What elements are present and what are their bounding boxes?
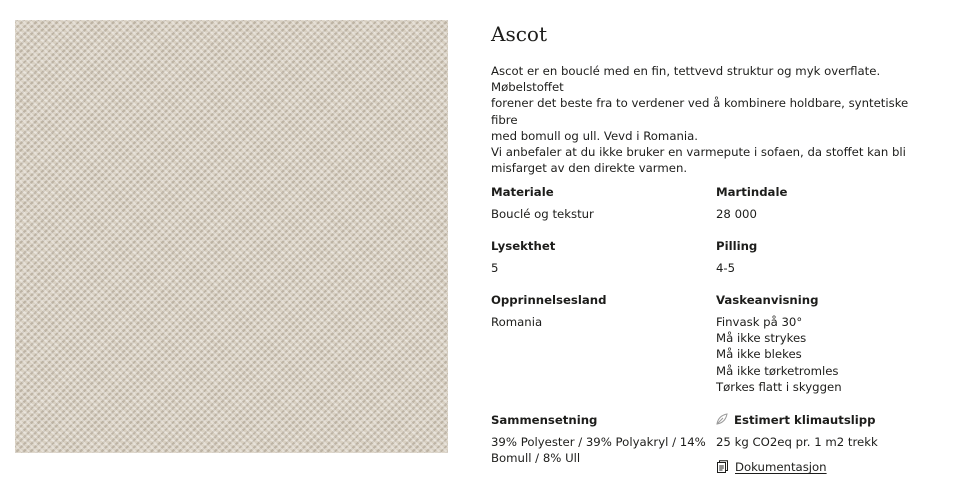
composition-line: 39% Polyester / 39% Polyakryl / 14% [491, 435, 706, 449]
spec-label: Martindale [716, 185, 788, 199]
spec-label [716, 412, 878, 428]
documentation-link[interactable] [716, 460, 827, 474]
spec-lysekthet [491, 238, 555, 276]
spec-label: Pilling [716, 239, 758, 253]
care-instruction: Må ikke tørketromles [716, 363, 839, 378]
spec-value: 4-5 [716, 261, 736, 275]
spec-martindale [716, 184, 787, 222]
care-instruction: Må ikke strykes [716, 331, 807, 346]
document-icon [716, 460, 729, 474]
spec-label: Opprinnelsesland [491, 293, 607, 307]
spec-value: 25 kg CO2eq pr. 1 m2 trekk [716, 435, 878, 449]
leaf-icon [716, 413, 728, 425]
spec-value: Bouclé og tekstur [491, 207, 594, 221]
product-title: Ascot [491, 22, 547, 46]
composition-line: Bomull / 8% Ull [491, 451, 581, 466]
spec-pilling [716, 238, 757, 276]
care-instruction: Må ikke blekes [716, 347, 802, 362]
spec-value [491, 434, 706, 466]
fabric-swatch-image [15, 20, 448, 453]
description-line: med bomull og ull. Vevd i Romania. [491, 128, 699, 143]
spec-value: Romania [491, 315, 543, 329]
spec-sammensetning [491, 412, 706, 466]
spec-klimautslipp [716, 412, 878, 450]
care-instruction: Finvask på 30° [716, 315, 803, 329]
spec-label: Vaskeanvisning [716, 293, 819, 307]
spec-label: Materiale [491, 185, 554, 199]
spec-value [716, 314, 842, 395]
spec-label: Lysekthet [491, 239, 556, 253]
description-line: Vi anbefaler at du ikke bruker en varmepute i sofaen, da stoffet kan bli [491, 145, 906, 160]
care-instruction: Tørkes flatt i skyggen [716, 379, 842, 394]
description-line: forener det beste fra to verdener ved å kombinere holdbare, syntetiske fibre [491, 96, 909, 127]
spec-value: 5 [491, 261, 499, 275]
spec-label: Sammensetning [491, 413, 598, 427]
spec-label-text: Estimert klimautslipp [734, 413, 876, 427]
product-description [491, 63, 923, 176]
spec-value: 28 000 [716, 207, 757, 221]
spec-opprinnelsesland [491, 292, 606, 330]
spec-materiale [491, 184, 594, 222]
spec-vaskeanvisning [716, 292, 842, 395]
description-line: misfarget av den direkte varmen. [491, 161, 688, 176]
documentation-label: Dokumentasjon [735, 460, 827, 474]
description-line: Ascot er en bouclé med en fin, tettvevd struktur og myk overflate. Møbelstoffet [491, 64, 881, 95]
